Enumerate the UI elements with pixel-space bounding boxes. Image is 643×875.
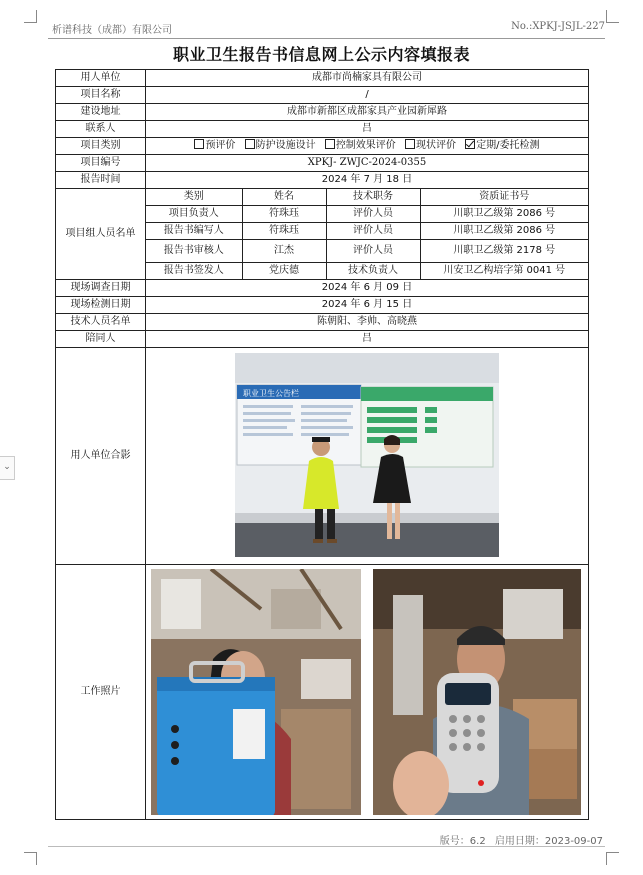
value-test-date: 2024 年 6 月 15 日	[146, 297, 589, 314]
label-team: 项目组人员名单	[56, 189, 146, 280]
enable-date: 启用日期：2023-09-07	[494, 836, 603, 847]
row-staff	[56, 314, 589, 331]
category-options	[146, 138, 589, 155]
team-name: 江杰	[242, 240, 326, 263]
document-number: No.:XPKJ-JSJL-227	[511, 21, 605, 32]
page-header	[48, 18, 605, 39]
value-employer: 成都市尚楠家具有限公司	[146, 70, 589, 87]
team-role: 报告书签发人	[146, 263, 242, 280]
team-title: 技术负责人	[326, 263, 420, 280]
crop-mark-top-right	[606, 10, 619, 23]
team-header-row	[146, 189, 588, 206]
label-work-photos: 工作照片	[56, 565, 146, 820]
label-group-photo: 用人单位合影	[56, 348, 146, 565]
row-employer	[56, 70, 589, 87]
label-address: 建设地址	[56, 104, 146, 121]
table-row	[146, 223, 588, 240]
crop-mark-bottom-right	[606, 852, 619, 865]
row-work-photos	[56, 565, 589, 820]
option-control-effect[interactable]: 控制效果评价	[325, 140, 396, 151]
team-header: 类别	[146, 189, 242, 206]
label-report-time: 报告时间	[56, 172, 146, 189]
row-accompany	[56, 331, 589, 348]
team-name: 符珠珏	[242, 206, 326, 223]
page-title: 职业卫生报告书信息网上公示内容填报表	[172, 45, 470, 64]
row-survey-date	[56, 280, 589, 297]
table-row	[146, 263, 588, 280]
team-name: 党庆德	[242, 263, 326, 280]
value-project-no: XPKJ- ZWJC-2024-0355	[146, 155, 589, 172]
version-number: 版号：6.2	[439, 836, 486, 847]
team-cell	[146, 189, 589, 280]
team-role: 报告书审核人	[146, 240, 242, 263]
row-address	[56, 104, 589, 121]
crop-mark-bottom-left	[24, 852, 37, 865]
team-header: 资质证书号	[420, 189, 588, 206]
option-status-evaluation[interactable]: 现状评价	[405, 140, 456, 151]
team-name: 符珠珏	[242, 223, 326, 240]
team-title: 评价人员	[326, 206, 420, 223]
work-photo-left	[151, 569, 361, 815]
crop-mark-top-left	[24, 10, 37, 23]
label-project-no: 项目编号	[56, 155, 146, 172]
team-role: 项目负责人	[146, 206, 242, 223]
team-header: 技术职务	[326, 189, 420, 206]
team-title: 评价人员	[326, 223, 420, 240]
value-contact: 吕	[146, 121, 589, 138]
team-header: 姓名	[242, 189, 326, 206]
group-photo-cell	[146, 348, 589, 565]
work-photo-right	[373, 569, 581, 815]
value-survey-date: 2024 年 6 月 09 日	[146, 280, 589, 297]
row-contact	[56, 121, 589, 138]
checkbox-icon[interactable]	[194, 139, 204, 149]
team-cert: 川职卫乙级第 2086 号	[420, 206, 588, 223]
chevron-down-icon[interactable]: ⌄	[0, 456, 15, 480]
team-role: 报告书编写人	[146, 223, 242, 240]
row-team	[56, 189, 589, 280]
team-cert: 川职卫乙级第 2178 号	[420, 240, 588, 263]
value-report-time: 2024 年 7 月 18 日	[146, 172, 589, 189]
team-table	[146, 189, 588, 279]
team-title: 评价人员	[326, 240, 420, 263]
table-row	[146, 240, 588, 263]
checkbox-icon[interactable]	[245, 139, 255, 149]
value-accompany: 吕	[146, 331, 589, 348]
row-group-photo	[56, 348, 589, 565]
company-name: 析谱科技（成都）有限公司	[52, 25, 172, 36]
checkbox-checked-icon[interactable]	[465, 139, 475, 149]
checkbox-icon[interactable]	[325, 139, 335, 149]
label-project-name: 项目名称	[56, 87, 146, 104]
team-cert: 川安卫乙构培字第 0041 号	[420, 263, 588, 280]
footer-divider	[48, 846, 605, 847]
group-photo	[235, 353, 499, 557]
label-contact: 联系人	[56, 121, 146, 138]
row-project-name	[56, 87, 589, 104]
option-facility-design[interactable]: 防护设施设计	[245, 140, 316, 151]
option-periodic-test[interactable]: 定期/委托检测	[465, 140, 539, 151]
label-employer: 用人单位	[56, 70, 146, 87]
checkbox-icon[interactable]	[405, 139, 415, 149]
label-survey-date: 现场调查日期	[56, 280, 146, 297]
board-title: 职业卫生公告栏	[243, 389, 299, 398]
row-test-date	[56, 297, 589, 314]
team-cert: 川职卫乙级第 2086 号	[420, 223, 588, 240]
value-address: 成都市新都区成都家具产业园新犀路	[146, 104, 589, 121]
page-footer	[434, 832, 603, 847]
work-photos-cell	[146, 565, 589, 820]
value-project-name: /	[146, 87, 589, 104]
label-accompany: 陪同人	[56, 331, 146, 348]
label-staff: 技术人员名单	[56, 314, 146, 331]
label-category: 项目类别	[56, 138, 146, 155]
report-form-table	[55, 69, 589, 820]
value-staff: 陈朝阳、李帅、高晓燕	[146, 314, 589, 331]
row-project-no	[56, 155, 589, 172]
row-report-time	[56, 172, 589, 189]
label-test-date: 现场检测日期	[56, 297, 146, 314]
table-row	[146, 206, 588, 223]
option-pre-evaluation[interactable]: 预评价	[194, 140, 235, 151]
row-category	[56, 138, 589, 155]
